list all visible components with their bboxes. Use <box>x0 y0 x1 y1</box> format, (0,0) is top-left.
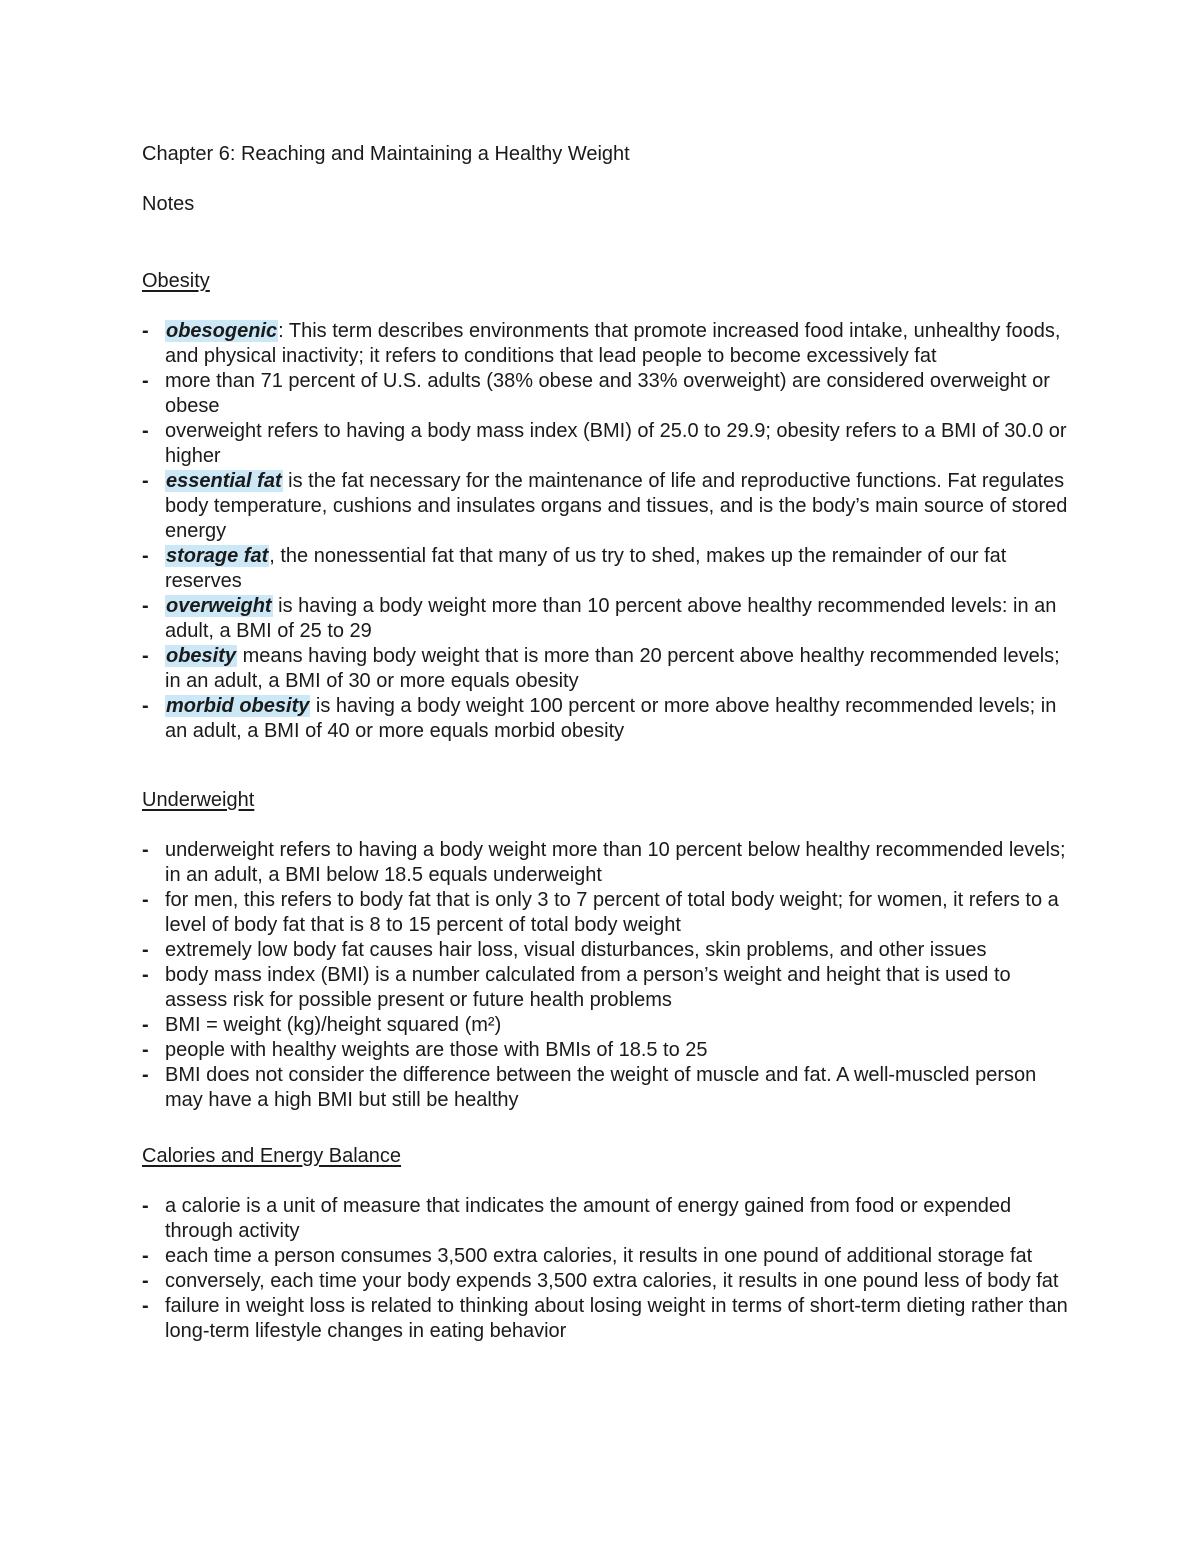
bullet-dash: - <box>142 839 149 861</box>
bullet-dash: - <box>142 1014 149 1036</box>
list-item <box>142 1194 1072 1244</box>
bullet-dash: - <box>142 595 149 617</box>
highlighted-term: overweight <box>166 595 272 617</box>
highlighted-term: obesity <box>166 645 237 667</box>
highlighted-term: obesogenic <box>166 320 278 342</box>
list-item <box>142 1294 1072 1344</box>
list-item-text: a calorie is a unit of measure that indicates the amount of energy gained from food or expended through activity <box>165 1195 1012 1242</box>
list-item-text: overweight refers to having a body mass index (BMI) of 25.0 to 29.9; obesity refers to a BMI of 30.0 or higher <box>165 420 1067 467</box>
bullet-dash: - <box>142 964 149 986</box>
list-item-text: is having a body weight more than 10 percent above healthy recommended levels: in an adult, a BMI of 25 to 29 <box>165 595 1057 642</box>
highlighted-term: storage fat <box>166 545 269 567</box>
list-item <box>142 594 1072 644</box>
section-heading-calories: Calories and Energy Balance <box>142 1145 402 1167</box>
bullet-dash: - <box>142 1195 149 1217</box>
list-item-text: body mass index (BMI) is a number calculated from a person’s weight and height that is used to assess risk for possible present or future health problems <box>165 964 1011 1011</box>
list-item <box>142 1244 1072 1269</box>
list-item-text: underweight refers to having a body weight more than 10 percent below healthy recommended levels; in an adult, a BMI below 18.5 equals underweight <box>165 839 1066 886</box>
list-item-text: : This term describes environments that promote increased food intake, unhealthy foods, and physical inactivity; it refers to conditions that lead people to become excessively fat <box>165 320 1061 367</box>
list-item <box>142 469 1072 544</box>
list-item-text: , the nonessential fat that many of us try to shed, makes up the remainder of our fat reserves <box>165 545 1007 592</box>
bullet-list-obesity <box>142 319 1072 744</box>
bullet-dash: - <box>142 889 149 911</box>
list-item <box>142 544 1072 594</box>
section-heading-obesity: Obesity <box>142 270 210 292</box>
list-item-text: is the fat necessary for the maintenance of life and reproductive functions. Fat regulates body temperature, cushions and insulates organs and tissues, and is the body’s main source of stored energy <box>165 470 1068 542</box>
bullet-dash: - <box>142 320 149 342</box>
list-item <box>142 963 1072 1013</box>
list-item-text: each time a person consumes 3,500 extra calories, it results in one pound of additional storage fat <box>165 1245 1033 1267</box>
list-item <box>142 319 1072 369</box>
list-item <box>142 938 1072 963</box>
notes-label: Notes <box>142 193 195 215</box>
bullet-dash: - <box>142 939 149 961</box>
bullet-dash: - <box>142 1064 149 1086</box>
list-item-text: people with healthy weights are those with BMIs of 18.5 to 25 <box>165 1039 708 1061</box>
list-item-text: BMI does not consider the difference between the weight of muscle and fat. A well-muscled person may have a high BMI but still be healthy <box>165 1064 1037 1111</box>
list-item-text: for men, this refers to body fat that is only 3 to 7 percent of total body weight; for women, it refers to a level of body fat that is 8 to 15 percent of total body weight <box>165 889 1059 936</box>
bullet-list-calories <box>142 1194 1072 1344</box>
list-item <box>142 1063 1072 1113</box>
bullet-list-underweight <box>142 838 1072 1113</box>
list-item-text: means having body weight that is more than 20 percent above healthy recommended levels; in an adult, a BMI of 30 or more equals obesity <box>165 645 1060 692</box>
bullet-dash: - <box>142 1295 149 1317</box>
bullet-dash: - <box>142 1270 149 1292</box>
list-item-text: extremely low body fat causes hair loss, visual disturbances, skin problems, and other issues <box>165 939 987 961</box>
bullet-dash: - <box>142 1245 149 1267</box>
list-item <box>142 838 1072 888</box>
highlighted-term: essential fat <box>166 470 282 492</box>
list-item <box>142 1013 1072 1038</box>
list-item <box>142 694 1072 744</box>
list-item-text: BMI = weight (kg)/height squared (m²) <box>165 1014 502 1036</box>
list-item <box>142 419 1072 469</box>
list-item <box>142 888 1072 938</box>
bullet-dash: - <box>142 545 149 567</box>
list-item <box>142 1269 1072 1294</box>
list-item-text: conversely, each time your body expends 3,500 extra calories, it results in one pound less of body fat <box>165 1270 1059 1292</box>
highlighted-term: morbid obesity <box>166 695 310 717</box>
bullet-dash: - <box>142 470 149 492</box>
bullet-dash: - <box>142 1039 149 1061</box>
bullet-dash: - <box>142 370 149 392</box>
section-heading-underweight: Underweight <box>142 789 255 811</box>
list-item <box>142 369 1072 419</box>
page-title: Chapter 6: Reaching and Maintaining a Healthy Weight <box>142 143 630 165</box>
list-item <box>142 1038 1072 1063</box>
list-item-text: is having a body weight 100 percent or more above healthy recommended levels; in an adult, a BMI of 40 or more equals morbid obesity <box>165 695 1057 742</box>
list-item-text: more than 71 percent of U.S. adults (38% obese and 33% overweight) are considered overweight or obese <box>165 370 1050 417</box>
bullet-dash: - <box>142 645 149 667</box>
list-item <box>142 644 1072 694</box>
bullet-dash: - <box>142 420 149 442</box>
bullet-dash: - <box>142 695 149 717</box>
list-item-text: failure in weight loss is related to thinking about losing weight in terms of short-term dieting rather than long-term lifestyle changes in eating behavior <box>165 1295 1068 1342</box>
